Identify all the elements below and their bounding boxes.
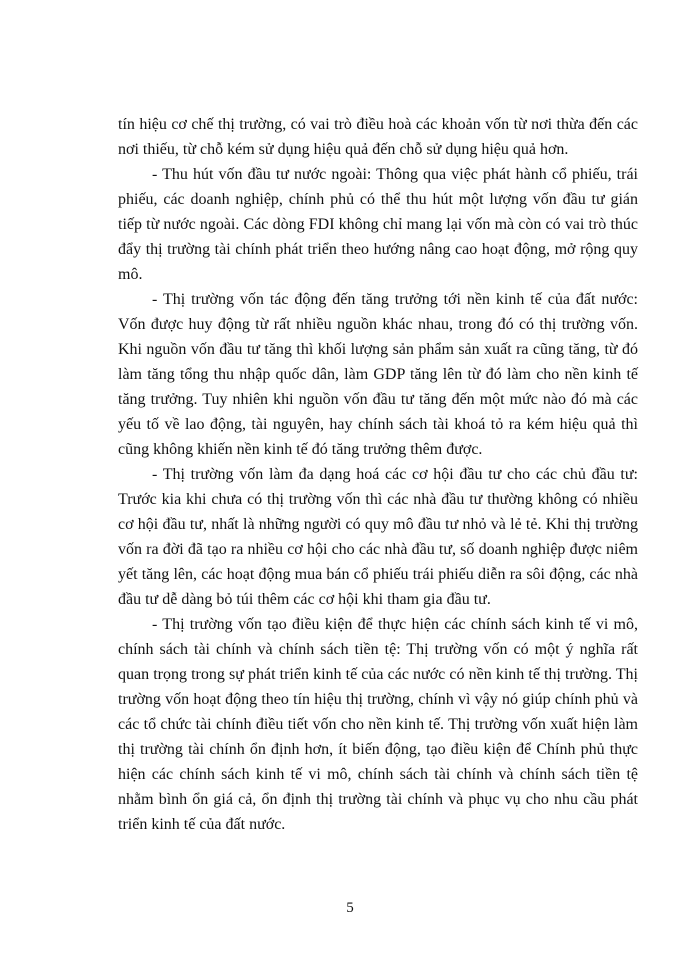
paragraph-policy-conditions: - Thị trường vốn tạo điều kiện để thực hiện các chính sách kinh tế vi mô, chính sách tài chính và chính sách tiền tệ: Thị trường vốn có một ý nghĩa rất quan trọng trong sự phát triển kinh tế của các nước có nền kinh tế thị trường. Thị trường vốn hoạt động theo tín hiệu thị trường, chính vì vậy nó giúp chính phủ và các tổ chức tài chính điều tiết vốn cho nền kinh tế. Thị trường vốn xuất hiện làm thị trường tài chính ổn định hơn, ít biến động, tạo điều kiện để Chính phủ thực hiện các chính sách kinh tế vi mô, chính sách tài chính và chính sách tiền tệ nhằm bình ổn giá cả, ổn định thị trường tài chính và phục vụ cho nhu cầu phát triển kinh tế của đất nước. <box>118 616 638 833</box>
paragraph-continuation: tín hiệu cơ chế thị trường, có vai trò điều hoà các khoản vốn từ nơi thừa đến các nơi thiếu, từ chỗ kém sử dụng hiệu quả đến chỗ sử dụng hiệu quả hơn. <box>118 116 638 158</box>
body-text <box>118 112 638 837</box>
paragraph-investment-opportunities: - Thị trường vốn làm đa dạng hoá các cơ hội đầu tư cho các chủ đầu tư: Trước kia khi chưa có thị trường vốn thì các nhà đầu tư thường không có nhiều cơ hội đầu tư, nhất là những người có quy mô đầu tư nhỏ và lẻ tẻ. Khi thị trường vốn ra đời đã tạo ra nhiều cơ hội cho các nhà đầu tư, số doanh nghiệp được niêm yết tăng lên, các hoạt động mua bán cổ phiếu trái phiếu diễn ra sôi động, các nhà đầu tư dễ dàng bỏ túi thêm các cơ hội khi tham gia đầu tư. <box>118 466 638 608</box>
paragraph-foreign-investment: - Thu hút vốn đầu tư nước ngoài: Thông qua việc phát hành cổ phiếu, trái phiếu, các doanh nghiệp, chính phủ có thể thu hút một lượng vốn đầu tư gián tiếp từ nước ngoài. Các dòng FDI không chỉ mang lại vốn mà còn có vai trò thúc đẩy thị trường tài chính phát triển theo hướng nâng cao hoạt động, mở rộng quy mô. <box>118 166 638 283</box>
page-number: 5 <box>346 900 354 916</box>
paragraph-economic-growth: - Thị trường vốn tác động đến tăng trưởng tới nền kinh tế của đất nước: Vốn được huy động từ rất nhiều nguồn khác nhau, trong đó có thị trường vốn. Khi nguồn vốn đầu tư tăng thì khối lượng sản phẩm sản xuất ra cũng tăng, từ đó làm tăng tổng thu nhập quốc dân, làm GDP tăng lên từ đó làm cho nền kinh tế tăng trưởng. Tuy nhiên khi nguồn vốn đầu tư tăng đến một mức nào đó mà các yếu tố về lao động, tài nguyên, hay chính sách tài khoá tỏ ra kém hiệu quả thì cũng không khiến nền kinh tế đó tăng trưởng thêm được. <box>118 291 638 458</box>
